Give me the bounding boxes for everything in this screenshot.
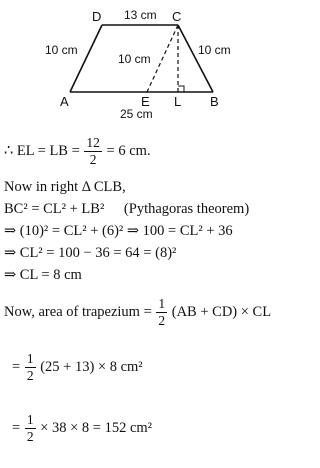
label-ab-length: 25 cm: [120, 107, 153, 120]
label-b: B: [210, 94, 219, 109]
l7-pre: Now, area of trapezium =: [4, 304, 152, 320]
line-el-lb: [4, 136, 151, 167]
l1-den: 2: [89, 152, 97, 168]
l8-num: 1: [25, 352, 36, 368]
line-area-result: [12, 413, 152, 444]
l1-num: 12: [84, 136, 102, 152]
side-cb: [178, 25, 213, 92]
label-e: E: [141, 94, 150, 109]
line-substitution: ⇒ (10)² = CL² + (6)² ⇒ 100 = CL² + 36: [4, 223, 233, 239]
trapezium-diagram: [0, 0, 308, 120]
label-dc-length: 13 cm: [124, 8, 157, 22]
label-c: C: [172, 9, 182, 24]
fraction-half-b: [25, 352, 36, 383]
label-l: L: [174, 94, 182, 109]
line-area-formula: [4, 297, 271, 328]
label-ce-length: 10 cm: [118, 52, 151, 66]
line-cl-squared: ⇒ CL² = 100 − 36 = 64 = (8)²: [4, 245, 177, 261]
l7-den: 2: [158, 313, 166, 329]
l3-note: (Pythagoras theorem): [123, 201, 250, 217]
l8-den: 2: [26, 368, 34, 384]
label-d: D: [92, 9, 102, 24]
l8-pre: =: [12, 359, 21, 375]
l3-eq: BC² = CL² + LB²: [4, 201, 105, 217]
l9-pre: =: [12, 420, 21, 436]
l8-post: (25 + 13) × 8 cm²: [40, 359, 143, 375]
fraction-half-c: [25, 413, 36, 444]
l7-post: (AB + CD) × CL: [171, 304, 272, 320]
side-ad: [70, 25, 102, 92]
label-bc-length: 10 cm: [198, 43, 231, 57]
l9-num: 1: [25, 413, 36, 429]
segment-ce: [147, 25, 178, 92]
line-cl-value: ⇒ CL = 8 cm: [4, 267, 82, 283]
fraction-half-a: [156, 297, 167, 328]
l1-pre: ∴ EL = LB =: [4, 143, 80, 159]
l7-num: 1: [156, 297, 167, 313]
l9-post: × 38 × 8 = 152 cm²: [40, 420, 153, 436]
line-area-substitution: [12, 352, 143, 383]
label-a: A: [60, 94, 69, 109]
fraction-12-over-2: [84, 136, 102, 167]
line-right-triangle: Now in right Δ CLB,: [4, 179, 126, 195]
right-angle-mark: [178, 86, 184, 92]
line-pythagoras: [4, 202, 249, 217]
label-ad-length: 10 cm: [45, 43, 78, 57]
l1-post: = 6 cm.: [106, 143, 151, 159]
l9-den: 2: [26, 429, 34, 445]
